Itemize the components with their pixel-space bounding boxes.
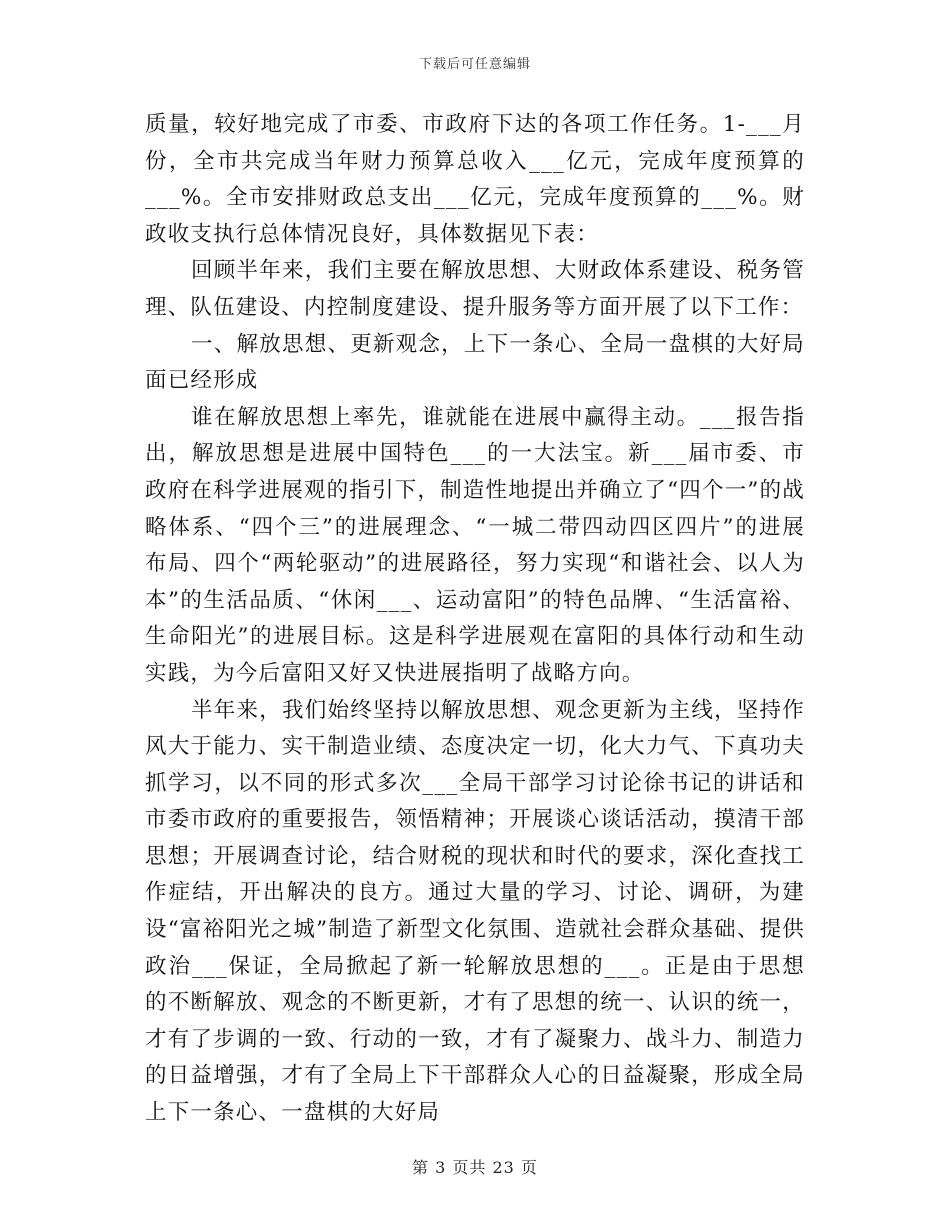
document-body <box>145 107 805 1132</box>
paragraph-half-year: 半年来，我们始终坚持以解放思想、观念更新为主线，坚持作风大于能力、实干制造业绩、态度决定一切，化大力气、下真功夫抓学习，以不同的形式多次___全局干部学习讨论徐书记的讲话和市委市政府的重要报告，领悟精神；开展谈心谈话活动，摸清干部思想；开展调查讨论，结合财税的现状和时代的要求，深化查找工作症结，开出解决的良方。通过大量的学习、讨论、调研，为建设“富裕阳光之城”制造了新型文化氛围、造就社会群众基础、提供政治___保证，全局掀起了新一轮解放思想的___。正是由于思想的不断解放、观念的不断更新，才有了思想的统一、认识的统一，才有了步调的一致、行动的一致，才有了凝聚力、战斗力、制造力的日益增强，才有了全局上下干部群众人心的日益凝聚，形成全局上下一条心、一盘棋的大好局 <box>145 697 805 1126</box>
paragraph-emancipation: 谁在解放思想上率先，谁就能在进展中赢得主动。___报告指出，解放思想是进展中国特色___的一大法宝。新___届市委、市政府在科学进展观的指引下，制造性地提出并确立了“四个一”的战略体系、“四个三”的进展理念、“一城二带四动四区四片”的进展布局、四个“两轮驱动”的进展路径，努力实现“和谐社会、以人为本”的生活品质、“休闲___、运动富阳”的特色品牌、“生活富裕、生命阳光”的进展目标。这是科学进展观在富阳的具体行动和生动实践，为今后富阳又好又快进展指明了战略方向。 <box>145 404 805 686</box>
paragraph-review: 回顾半年来，我们主要在解放思想、大财政体系建设、税务管理、队伍建设、内控制度建设、提升服务等方面开展了以下工作： <box>145 258 805 320</box>
paragraph-intro: 质量，较好地完成了市委、市政府下达的各项工作任务。1-___月份，全市共完成当年财力预算总收入___亿元，完成年度预算的___%。全市安排财政总支出___亿元，完成年度预算的___%。财政收支执行总体情况良好，具体数据见下表： <box>145 112 805 247</box>
page-number: 第 3 页共 23 页 <box>412 1158 538 1177</box>
section-heading: 一、解放思想、更新观念，上下一条心、全局一盘棋的大好局面已经形成 <box>145 331 805 394</box>
page-header: 下载后可任意编辑 <box>418 57 531 72</box>
